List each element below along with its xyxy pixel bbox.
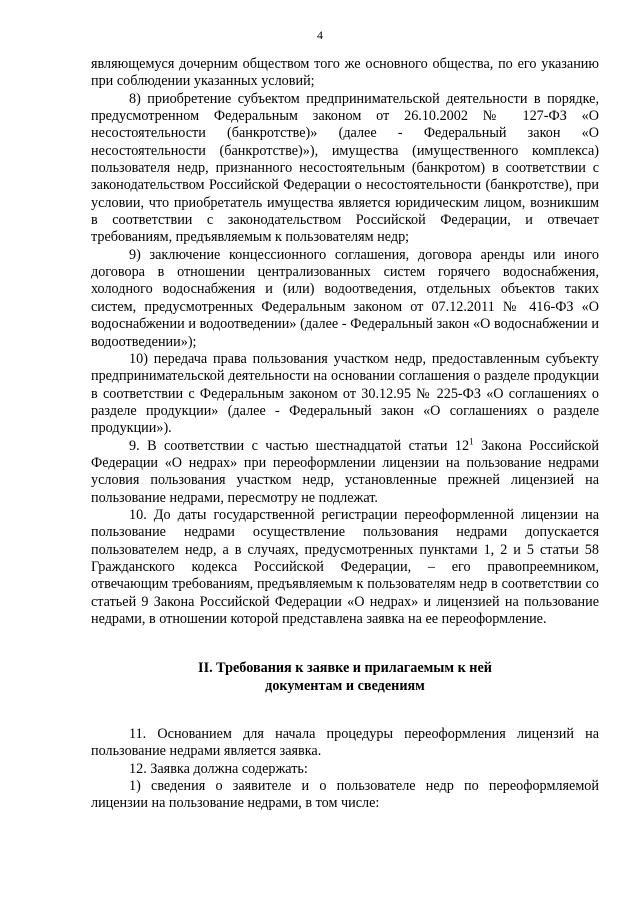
superscript-article-index: 1 [469,435,474,446]
paragraph-12: 12. Заявка должна содержать: [129,760,308,777]
paragraph-10: 10. До даты государственной регистрации переоформленной лицензии на пользование недрами осуществление пользования недрами допускается пользователем недр, а в случаях, предусмотренных пунктами 1, 2 и 5 статьи 58 Гражданского кодекса Российской Федерации, – его правопреемником, отвечающим требованиям, предъявляемым к пользователям недр в соответствии со статьей 9 Закона Российской Федерации «О недрах» и лицензией на пользование недрами, в отношении которой представлена заявка на ее переоформление. [91,506,599,627]
paragraph-9 [91,435,599,507]
page-number: 4 [317,28,323,42]
paragraph-9-text-start: 9. В соответствии с частью шестнадцатой статьи 12 [129,437,470,454]
document-body [91,56,599,813]
paragraph-11: 11. Основанием для начала процедуры переоформления лицензий на пользование недрами является заявка. [91,726,599,760]
section-heading-line-2: документам и сведениям [265,677,425,694]
paragraph-item-8: 8) приобретение субъектом предпринимательской деятельности в порядке, предусмотренном Федеральным законом от 26.10.2002 № 127-ФЗ «О несостоятельности (банкротстве)» (далее - Федеральный закон «О несостоятельности (банкротстве)»), имущества (имущественного комплекса) пользователя недр, признанного несостоятельным (банкротом) в соответствии с законодательством Российской Федерации о несостоятельности (банкротстве), при условии, что приобретатель имущества является юридическим лицом, возникшим в соответствии с законодательством Российской Федерации, и отвечает требованиям, предъявляемым к пользователям недр; [91,90,599,246]
section-heading [91,660,599,695]
section-heading-line-1: II. Требования к заявке и прилагаемым к ней [198,660,492,677]
paragraph-9-text-end: Закона Российской Федерации «О недрах» при переоформлении лицензии на пользование недрами условия пользования участком недр, установленные прежней лицензией на пользование недрами, пересмотру не подлежат. [91,437,599,506]
paragraph-continuation: являющемуся дочерним обществом того же основного общества, по его указанию при соблюдении указанных условий; [91,56,599,90]
paragraph-item-10: 10) передача права пользования участком недр, предоставленным субъекту предпринимательской деятельности на основании соглашения о разделе продукции в соответствии с Федеральным законом от 30.12.95 № 225-ФЗ «О соглашениях о разделе продукции» (далее - Федеральный закон «О соглашениях о разделе продукции»). [91,350,599,437]
paragraph-item-9: 9) заключение концессионного соглашения, договора аренды или иного договора в отношении централизованных систем горячего водоснабжения, холодного водоснабжения и (или) водоотведения, отдельных объектов таких систем, предусмотренных Федеральным законом от 07.12.2011 № 416-ФЗ «О водоснабжении и водоотведении» (далее - Федеральный закон «О водоснабжении и водоотведении»); [91,246,599,350]
paragraph-12-item-1: 1) сведения о заявителе и о пользователе недр по переоформляемой лицензии на пользование недрами, в том числе: [91,778,599,812]
